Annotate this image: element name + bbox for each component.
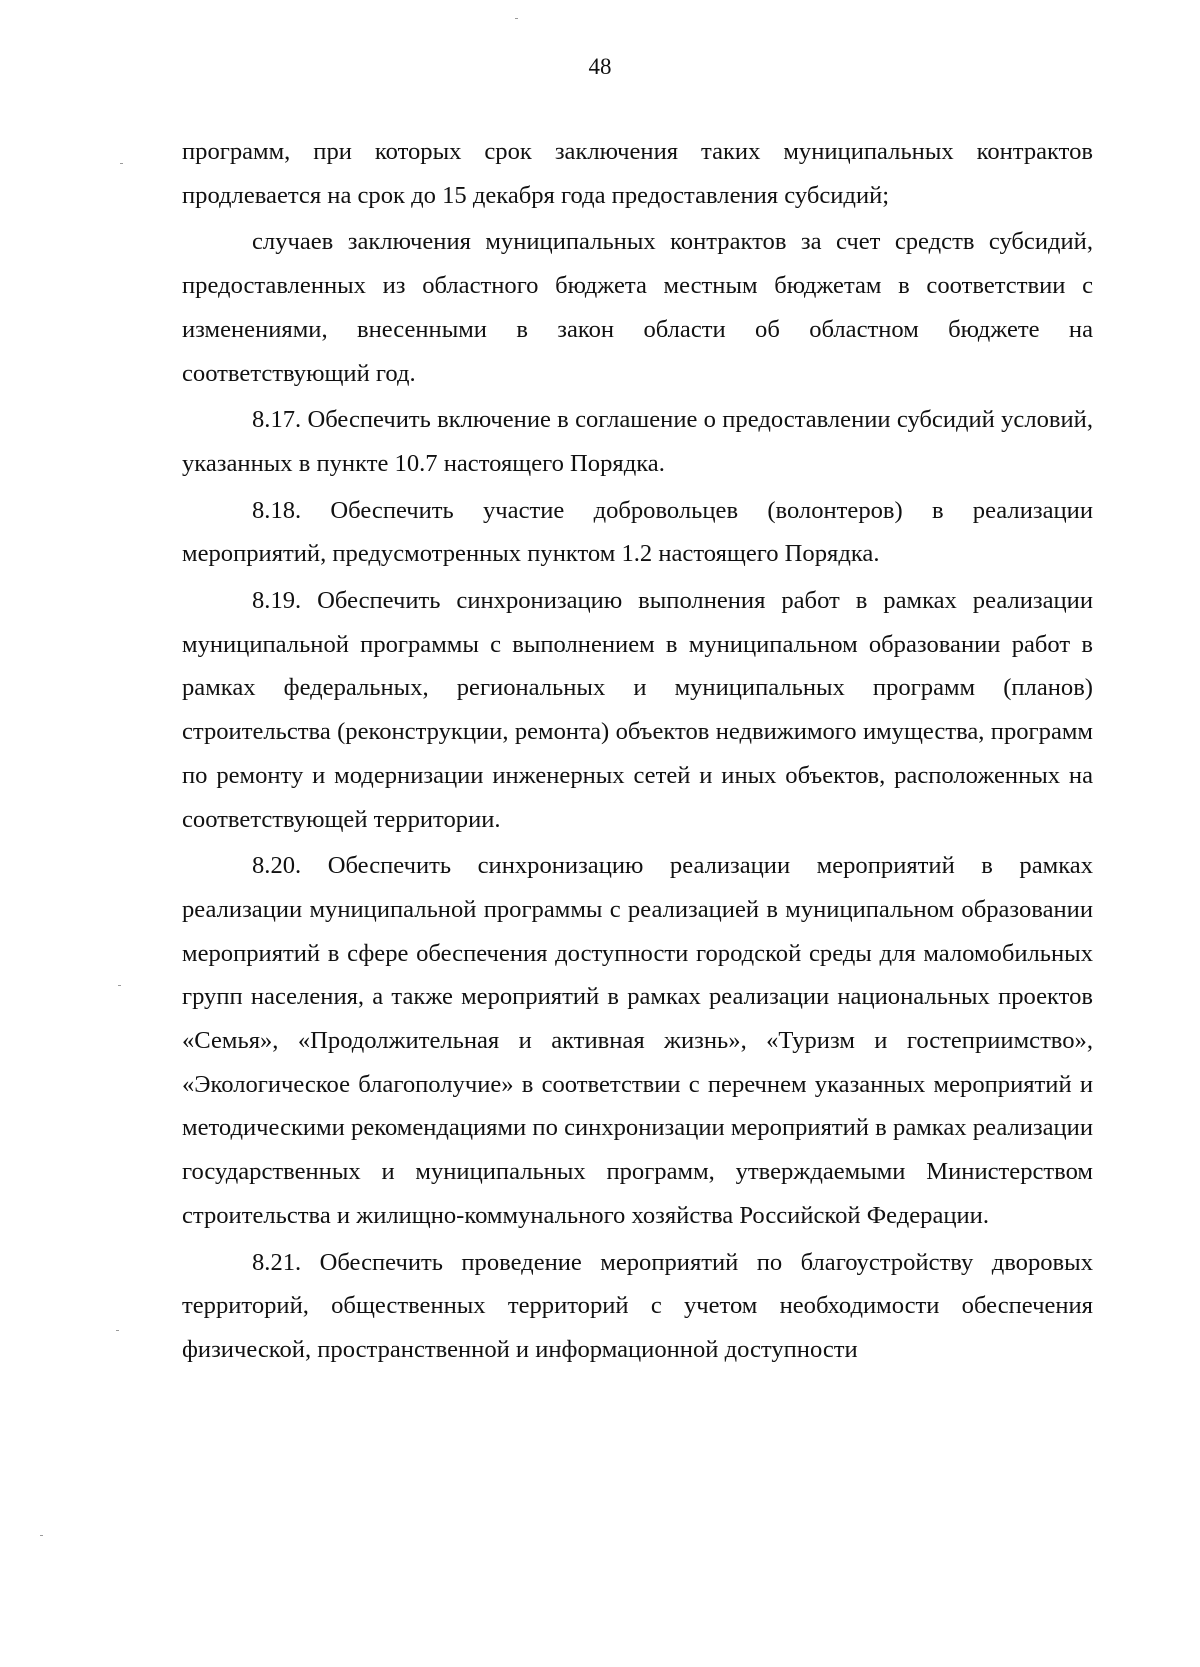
paragraph-contract-exceptions: случаев заключения муниципальных контрактов за счет средств субсидий, предоставленных из областного бюджета местным бюджетам в соответствии с изменениями, внесенными в закон области об областном бюджете на соответствующий год. <box>182 228 1093 387</box>
scan-speck <box>118 985 121 986</box>
paragraph-8-17: 8.17. Обеспечить включение в соглашение о предоставлении субсидий условий, указанных в пункте 10.7 настоящего Порядка. <box>182 406 1093 477</box>
paragraph-8-18: 8.18. Обеспечить участие добровольцев (волонтеров) в реализации мероприятий, предусмотренных пунктом 1.2 настоящего Порядка. <box>182 496 1093 568</box>
scan-speck <box>515 18 518 19</box>
scan-speck <box>116 1330 119 1331</box>
scan-speck <box>120 163 123 164</box>
document-body <box>182 130 1093 1375</box>
paragraph-8-21: 8.21. Обеспечить проведение мероприятий по благоустройству дворовых территорий, общественных территорий с учетом необходимости обеспечения физической, пространственной и информационной доступности <box>182 1248 1093 1363</box>
paragraph-8-20: 8.20. Обеспечить синхронизацию реализации мероприятий в рамках реализации муниципальной программы с реализацией в муниципальном образовании мероприятий в сфере обеспечения доступности городской среды для маломобильных групп населения, а также мероприятий в рамках реализации национальных проектов «Семья», «Продолжительная и активная жизнь», «Туризм и гостеприимство», «Экологическое благополучие» в соответствии с перечнем указанных мероприятий и методическими рекомендациями по синхронизации мероприятий в рамках реализации государственных и муниципальных программ, утверждаемыми Министерством строительства и жилищно-коммунального хозяйства Российской Федерации. <box>182 852 1093 1229</box>
page-number: 48 <box>588 54 612 79</box>
scan-speck <box>40 1535 43 1536</box>
paragraph-continuation: программ, при которых срок заключения таких муниципальных контрактов продлевается на срок до 15 декабря года предоставления субсидий; <box>182 138 1093 209</box>
paragraph-8-19: 8.19. Обеспечить синхронизацию выполнения работ в рамках реализации муниципальной программы с выполнением в муниципальном образовании работ в рамках федеральных, региональных и муниципальных программ (планов) строительства (реконструкции, ремонта) объектов недвижимого имущества, программ по ремонту и модернизации инженерных сетей и иных объектов, расположенных на соответствующей территории. <box>182 587 1093 833</box>
